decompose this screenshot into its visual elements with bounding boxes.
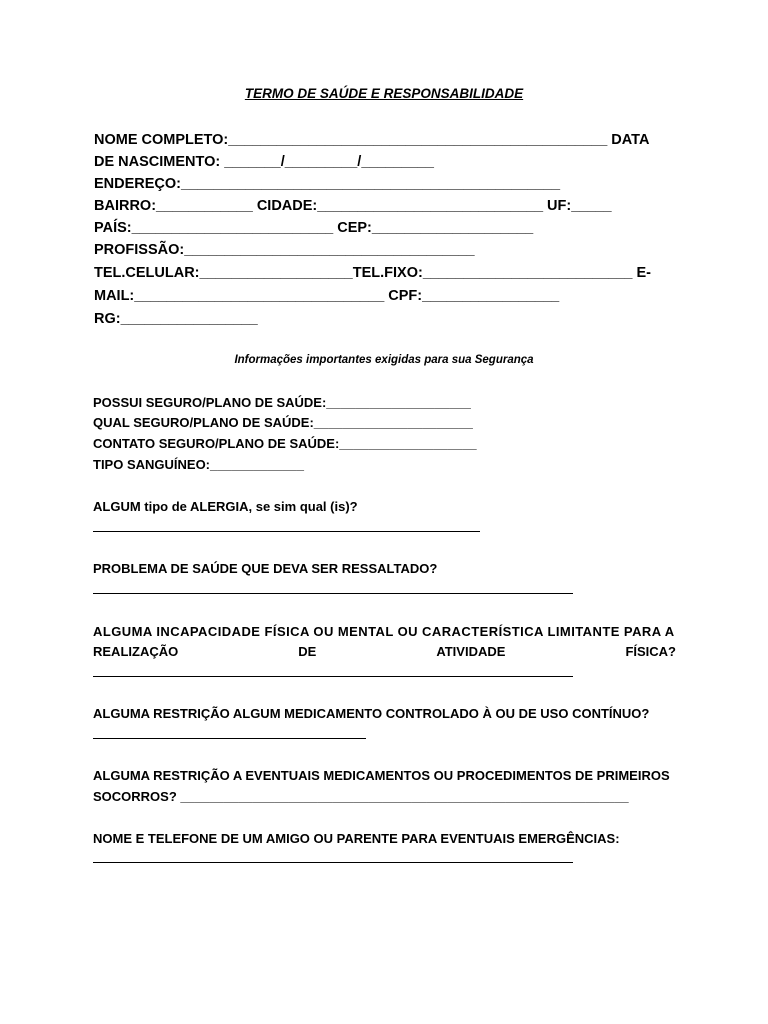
which-health-plan-line: QUAL SEGURO/PLANO DE SAÚDE:______________________	[93, 415, 473, 430]
health-problem-question: PROBLEMA DE SAÚDE QUE DEVA SER RESSALTADO?	[93, 561, 438, 576]
medication-question: ALGUMA RESTRIÇÃO ALGUM MEDICAMENTO CONTROLADO À OU DE USO CONTÍNUO?	[93, 706, 650, 721]
section-title: Informações importantes exigidas para sua Segurança	[234, 354, 534, 366]
incapacity-question-line2	[93, 645, 676, 658]
has-health-plan-line: POSSUI SEGURO/PLANO DE SAÚDE:____________________	[93, 395, 471, 410]
health-problem-answer-line	[93, 593, 573, 594]
address-line: ENDEREÇO:_______________________________________________	[94, 176, 561, 192]
allergy-answer-line	[93, 531, 480, 532]
name-dob-line: NOME COMPLETO:_______________________________________________ DATA	[94, 132, 650, 148]
first-aid-question-line1: ALGUMA RESTRIÇÃO A EVENTUAIS MEDICAMENTOS OU PROCEDIMENTOS DE PRIMEIROS	[93, 768, 670, 783]
phones-line: TEL.CELULAR:___________________TEL.FIXO:__________________________ E-	[94, 265, 652, 281]
rg-line: RG:_________________	[94, 311, 258, 327]
incapacity-question-line1: ALGUMA INCAPACIDADE FÍSICA OU MENTAL OU CARACTERÍSTICA LIMITANTE PARA A	[93, 624, 675, 639]
emergency-contact-question: NOME E TELEFONE DE UM AMIGO OU PARENTE PARA EVENTUAIS EMERGÊNCIAS:	[93, 831, 620, 846]
incapacity-word: ATIVIDADE	[436, 644, 506, 659]
medication-answer-line	[93, 738, 366, 739]
neighborhood-city-uf-line: BAIRRO:____________ CIDADE:____________________________ UF:_____	[94, 198, 612, 214]
profession-line: PROFISSÃO:____________________________________	[94, 242, 475, 258]
birth-date-line: DE NASCIMENTO: _______/_________/_________	[94, 154, 434, 170]
emergency-contact-answer-line	[93, 862, 573, 863]
country-zip-line: PAÍS:_________________________ CEP:____________________	[94, 220, 534, 236]
allergy-question: ALGUM tipo de ALERGIA, se sim qual (is)?	[93, 499, 358, 514]
incapacity-answer-line	[93, 676, 573, 677]
email-cpf-line: MAIL:_______________________________ CPF:_________________	[94, 288, 560, 304]
first-aid-question-line2: SOCORROS? ______________________________________________________________	[93, 789, 629, 804]
incapacity-word: DE	[298, 644, 317, 659]
incapacity-word: REALIZAÇÃO	[93, 644, 179, 659]
form-title: TERMO DE SAÚDE E RESPONSABILIDADE	[244, 86, 524, 101]
blood-type-line: TIPO SANGUÍNEO:_____________	[93, 457, 304, 472]
incapacity-word: FÍSICA?	[625, 644, 676, 659]
health-plan-contact-line: CONTATO SEGURO/PLANO DE SAÚDE:___________________	[93, 436, 477, 451]
